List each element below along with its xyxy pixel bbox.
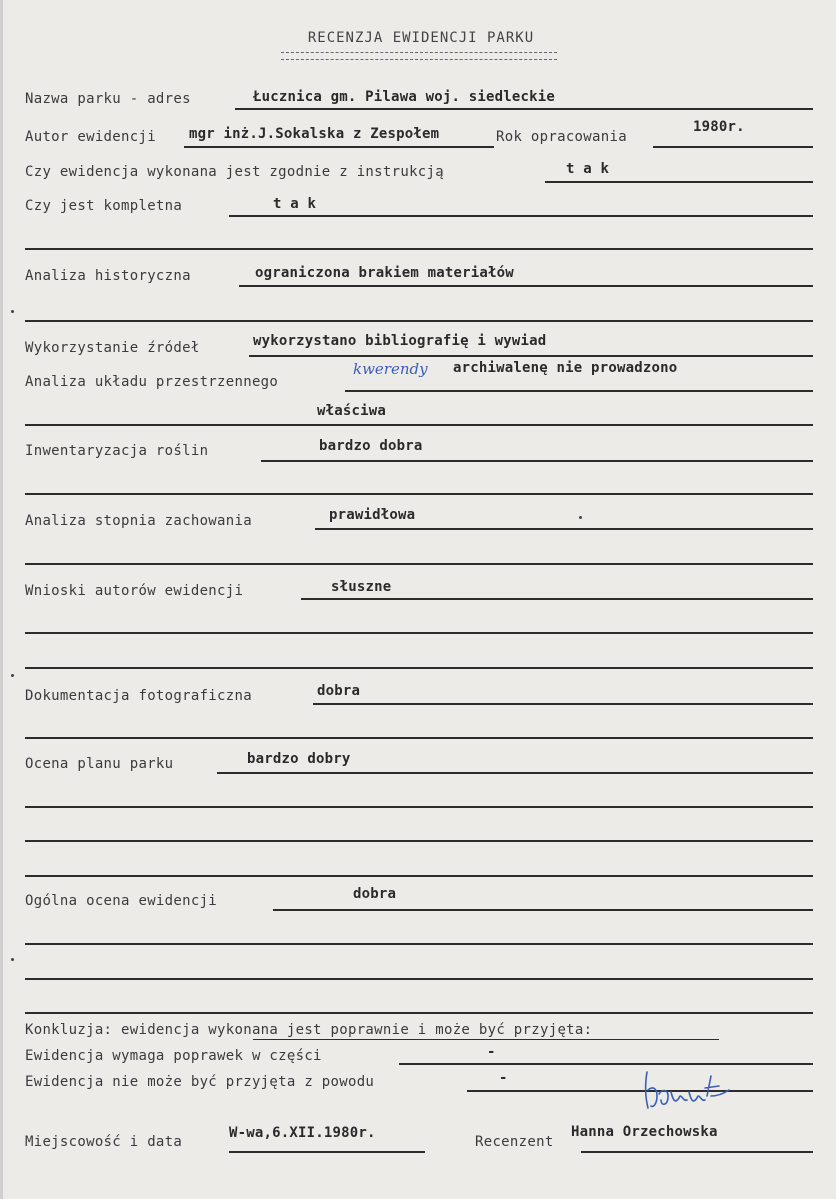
photo-line [313,703,813,705]
conclusion-statement: Konkluzja: ewidencja wykonana jest poprawnie i może być przyjęta: [25,1022,593,1038]
year-value: 1980r. [693,119,745,135]
corrections-line [399,1063,813,1065]
blank-line [25,1012,813,1014]
paper-speck [579,516,582,519]
reviewer-line [581,1151,813,1153]
plan-label: Ocena planu parku [25,756,174,772]
historical-value: ograniczona brakiem materiałów [255,265,514,281]
page-title: RECENZJA EWIDENCJI PARKU [307,30,535,46]
park-name-line [235,108,813,110]
conclusions-line [301,598,813,600]
author-line [184,146,494,148]
blank-line [25,248,813,250]
historical-label: Analiza historyczna [25,268,191,284]
place-date-value: W-wa,6.XII.1980r. [229,1125,376,1141]
year-label: Rok opracowania [496,129,627,145]
plan-line [217,772,813,774]
paper-speck [11,958,14,961]
spatial-label: Analiza układu przestrzennego [25,374,279,390]
place-date-line [229,1151,425,1153]
sources-value: wykorzystano bibliografię i wywiad [253,333,547,349]
preservation-label: Analiza stopnia zachowania [25,513,252,529]
spatial-value: archiwalenę nie prowadzono [453,360,678,376]
overall-line [273,909,813,911]
author-value: mgr inż.J.Sokalska z Zespołem [189,126,440,142]
complete-value: t a k [273,196,317,212]
spatial-handwritten: kwerendy [353,360,428,378]
complete-line [229,215,813,217]
blank-line [25,806,813,808]
conclusions-label: Wnioski autorów ewidencji [25,583,244,599]
instruction-value: t a k [566,161,610,177]
author-label: Autor ewidencji [25,129,156,145]
rejection-label: Ewidencja nie może być przyjęta z powodu [25,1074,375,1090]
reviewer-label: Recenzent [475,1134,554,1150]
corrections-value: - [487,1044,496,1060]
preservation-value: prawidłowa [329,507,416,523]
signature-image [639,1066,739,1114]
blank-line [25,493,813,495]
place-date-label: Miejscowość i data [25,1134,183,1150]
blank-line [25,737,813,739]
blank-line [25,563,813,565]
conclusion-underline [253,1039,719,1040]
photo-label: Dokumentacja fotograficzna [25,688,252,704]
corrections-label: Ewidencja wymaga poprawek w części [25,1048,322,1064]
park-name-label: Nazwa parku - adres [25,91,191,107]
blank-line [25,978,813,980]
title-double-underline [281,52,557,60]
plan-value: bardzo dobry [247,751,351,767]
blank-line [25,840,813,842]
inventory-line [261,460,813,462]
instruction-line [545,181,813,183]
sources-label: Wykorzystanie źródeł [25,340,200,356]
overall-label: Ogólna ocena ewidencji [25,893,218,909]
rejection-value: - [499,1070,508,1086]
sources-line [249,355,813,357]
blank-line [25,875,813,877]
park-name-value: Łucznica gm. Pilawa woj. siedleckie [253,89,556,105]
complete-label: Czy jest kompletna [25,198,183,214]
conclusions-value: słuszne [331,579,392,595]
instruction-label: Czy ewidencja wykonana jest zgodnie z instrukcją [25,164,444,180]
year-line [653,146,813,148]
paper-speck [11,674,14,677]
blank-line [25,943,813,945]
blank-line [25,632,813,634]
overall-value: dobra [353,886,397,902]
preservation-line [315,528,813,530]
spatial-value-2: właściwa [317,403,387,419]
blank-line [25,320,813,322]
spatial-line-2 [25,424,813,426]
historical-line [239,285,813,287]
blank-line [25,667,813,669]
reviewer-value: Hanna Orzechowska [571,1124,718,1140]
spatial-line [345,390,813,392]
paper-speck [11,310,14,313]
inventory-label: Inwentaryzacja roślin [25,443,209,459]
inventory-value: bardzo dobra [319,438,423,454]
photo-value: dobra [317,683,361,699]
